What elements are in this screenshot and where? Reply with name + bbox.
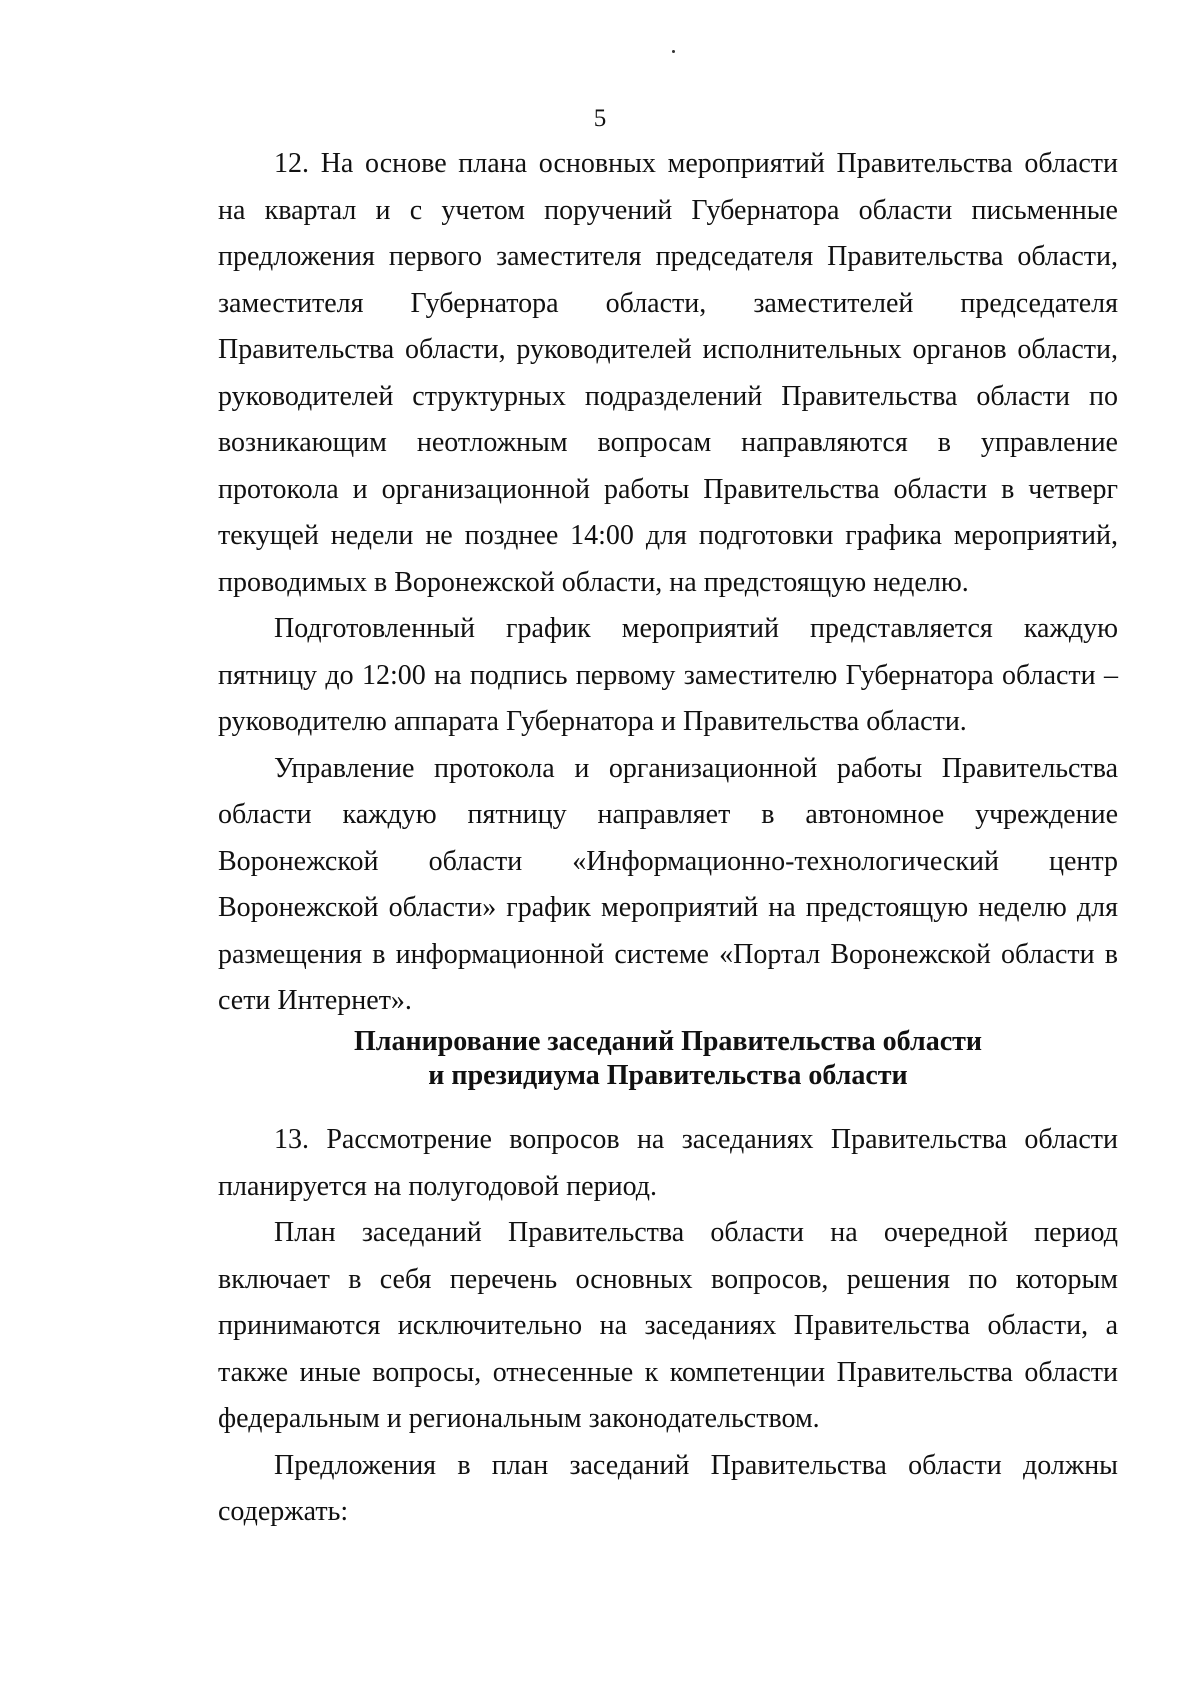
paragraph-schedule: Подготовленный график мероприятий представляется каждую пятницу до 12:00 на подпись первому заместителю Губернатора области – руководителю аппарата Губернатора и Правительства области. (218, 613, 1118, 737)
section-heading (218, 1025, 1118, 1093)
paragraph-plan: План заседаний Правительства области на очередной период включает в себя перечень основных вопросов, решения по которым принимаются исключительно на заседаниях Правительства области, а также иные вопросы, отнесенные к компетенции Правительства области федеральным и региональным законодательством. (218, 1217, 1118, 1434)
section-body-2 (218, 1117, 1118, 1536)
scan-speck (672, 50, 675, 53)
paragraph-12: 12. На основе плана основных мероприятий Правительства области на квартал и с учетом поручений Губернатора области письменные предложения первого заместителя председателя Правительства области, заместителя Губернатора области, заместителей председателя Правительства области, руководителей исполнительных органов области, руководителей структурных подразделений Правительства области по возникающим неотложным вопросам направляются в управление протокола и организационной работы Правительства области в четверг текущей недели не позднее 14:00 для подготовки графика мероприятий, проводимых в Воронежской области, на предстоящую неделю. (218, 148, 1118, 598)
heading-line-1: Планирование заседаний Правительства области (353, 1026, 983, 1057)
page-number: 5 (593, 105, 607, 132)
paragraph-13: 13. Рассмотрение вопросов на заседаниях Правительства области планируется на полугодовой период. (218, 1124, 1118, 1202)
paragraph-proposals: Предложения в план заседаний Правительства области должны содержать: (218, 1449, 1118, 1527)
section-body-1 (218, 141, 1118, 1025)
heading-line-2: и президиума Правительства области (428, 1060, 908, 1091)
paragraph-portal: Управление протокола и организационной работы Правительства области каждую пятницу направляет в автономное учреждение Воронежской области «Информационно-технологический центр Воронежской области» график мероприятий на предстоящую неделю для размещения в информационной системе «Портал Воронежской области в сети Интернет». (218, 752, 1118, 1016)
